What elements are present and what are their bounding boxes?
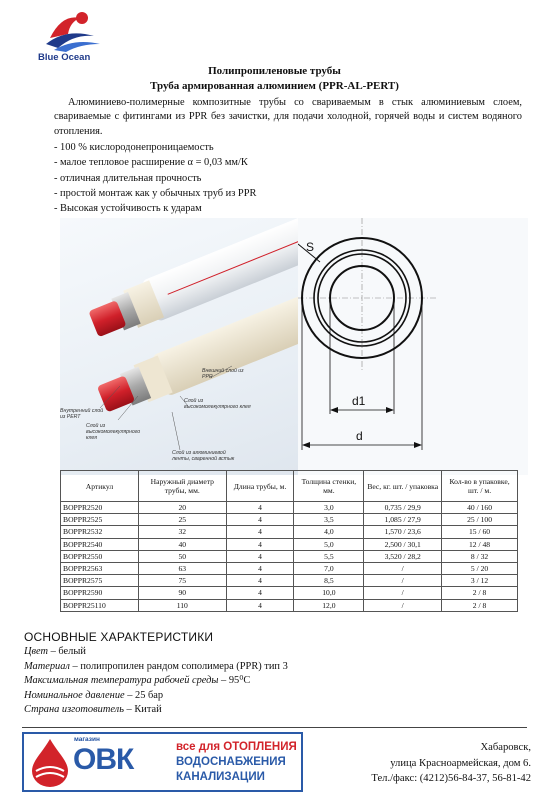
table-cell: BOPPR2540 — [61, 538, 139, 550]
characteristics-title: ОСНОВНЫЕ ХАРАКТЕРИСТИКИ — [24, 630, 214, 644]
table-cell: 1,570 / 23,6 — [364, 526, 442, 538]
brand-name: Blue Ocean — [38, 52, 91, 63]
blue-ocean-logo — [34, 8, 114, 66]
characteristic-value: – белый — [48, 646, 86, 657]
table-cell: 3 / 12 — [442, 575, 518, 587]
table-cell: BOPPR2550 — [61, 550, 139, 562]
callout-adhesive-inner: Слой из высокомолекулярного клея — [86, 423, 141, 441]
table-cell: 4 — [226, 550, 294, 562]
table-cell: 3,5 — [294, 514, 364, 526]
column-header: Наружный диаметр трубы, мм. — [138, 471, 226, 502]
table-cell: 40 — [138, 538, 226, 550]
table-cell: 20 — [138, 502, 226, 514]
feature-item: - отличная длительная прочность — [54, 172, 202, 184]
characteristic-item — [24, 703, 288, 718]
table-cell: 8,5 — [294, 575, 364, 587]
table-cell: 1,085 / 27,9 — [364, 514, 442, 526]
page-title: Полипропиленовые трубы — [208, 65, 341, 77]
table-cell: BOPPR2520 — [61, 502, 139, 514]
table-cell: 90 — [138, 587, 226, 599]
table-cell: 4 — [226, 599, 294, 611]
table-row — [61, 514, 518, 526]
table-row — [61, 587, 518, 599]
table-cell: BOPPR2590 — [61, 587, 139, 599]
table-cell: 4 — [226, 526, 294, 538]
callout-aluminium-layer: Слой из алюминиевой ленты, сваренной встык — [172, 450, 235, 462]
table-cell: 32 — [138, 526, 226, 538]
cross-section-icon — [298, 218, 528, 475]
table-cell: 2 / 8 — [442, 599, 518, 611]
table-cell: BOPPR2532 — [61, 526, 139, 538]
wave-logo-icon — [44, 8, 102, 52]
table-row — [61, 502, 518, 514]
characteristic-item — [24, 660, 288, 675]
table-cell: BOPPR2575 — [61, 575, 139, 587]
feature-item: - простой монтаж как у обычных труб из PPR — [54, 187, 257, 199]
characteristic-item — [24, 645, 288, 660]
table-cell: 75 — [138, 575, 226, 587]
table-cell: 3,0 — [294, 502, 364, 514]
divider — [22, 727, 527, 728]
table-cell: 15 / 60 — [442, 526, 518, 538]
table-cell: / — [364, 562, 442, 574]
table-cell: 0,735 / 29,9 — [364, 502, 442, 514]
column-header: Вес, кг. шт. / упаковка — [364, 471, 442, 502]
characteristic-item — [24, 689, 288, 704]
cross-section-drawing — [298, 218, 528, 475]
table-body — [61, 502, 518, 612]
table-cell: / — [364, 587, 442, 599]
table-cell: 4 — [226, 514, 294, 526]
feature-list — [54, 140, 256, 216]
table-row — [61, 538, 518, 550]
banner-tagline-water: ВОДОСНАБЖЕНИЯ — [176, 756, 286, 768]
table-cell: 2,500 / 30,1 — [364, 538, 442, 550]
table-cell: BOPPR2563 — [61, 562, 139, 574]
table-cell: 4,0 — [294, 526, 364, 538]
feature-item: - малое тепловое расширение α = 0,03 мм/К — [54, 157, 248, 169]
characteristic-value: – 95⁰С — [218, 675, 251, 687]
table-cell: 63 — [138, 562, 226, 574]
table-cell: 10,0 — [294, 587, 364, 599]
banner-tagline-heating: все для ОТОПЛЕНИЯ — [176, 741, 297, 753]
table-cell: 4 — [226, 587, 294, 599]
table-cell: 50 — [138, 550, 226, 562]
store-address — [371, 740, 531, 787]
table-row — [61, 550, 518, 562]
address-street: улица Красноармейская, дом 6. — [390, 757, 531, 769]
characteristic-value: – 25 бар — [124, 689, 164, 701]
table-cell: 3,520 / 28,2 — [364, 550, 442, 562]
table-row — [61, 562, 518, 574]
table-cell: 25 / 100 — [442, 514, 518, 526]
address-phone: Тел./факс: (4212)56-84-37, 56-81-42 — [371, 773, 531, 784]
table-cell: 25 — [138, 514, 226, 526]
characteristic-label: Максимальная температура рабочей среды — [24, 675, 219, 687]
column-header: Артикул — [61, 471, 139, 502]
table-cell: 12,0 — [294, 599, 364, 611]
characteristic-value: – полипропилен рандом сополимера (PPR) тип 3 — [69, 660, 288, 672]
characteristic-label: Страна изготовитель — [24, 704, 124, 716]
feature-item: - Высокая устойчивость к ударам — [54, 203, 202, 215]
store-small-label: магазин — [74, 736, 100, 743]
table-cell: 40 / 160 — [442, 502, 518, 514]
banner-tagline-sewer: КАНАЛИЗАЦИИ — [176, 771, 265, 783]
intro-paragraph: Алюминиево-полимерные композитные трубы со свариваемым в стык алюминиевым слоем, свариваемые с фитингами из PPR без зачистки, для подачи холодной, горячей воды и систем водяного отопления. — [54, 97, 522, 137]
table-cell: 4 — [226, 575, 294, 587]
table-cell: 5,0 — [294, 538, 364, 550]
characteristic-label: Цвет — [24, 646, 48, 657]
callout-inner-layer: Внутренний слой из PERT — [60, 408, 104, 420]
label-d: d — [356, 429, 363, 443]
table-cell: 4 — [226, 502, 294, 514]
spec-table — [60, 470, 518, 612]
column-header: Толщина стенки, мм. — [294, 471, 364, 502]
characteristic-label: Материал — [24, 660, 70, 672]
store-name: ОВК — [73, 743, 134, 776]
table-cell: 4 — [226, 538, 294, 550]
table-row — [61, 526, 518, 538]
table-cell: 4 — [226, 562, 294, 574]
table-cell: 5 / 20 — [442, 562, 518, 574]
table-header-row — [61, 471, 518, 502]
table-cell: BOPPR25110 — [61, 599, 139, 611]
table-cell: 110 — [138, 599, 226, 611]
table-row — [61, 575, 518, 587]
table-cell: 8 / 32 — [442, 550, 518, 562]
table-row — [61, 599, 518, 611]
characteristics-list — [24, 645, 288, 718]
pipe-illustration — [60, 218, 298, 475]
table-cell: / — [364, 575, 442, 587]
address-city: Хабаровск, — [480, 742, 531, 753]
label-d1: d1 — [352, 394, 366, 408]
callout-outer-layer: Внешний слой из PPR — [202, 368, 244, 380]
page-subtitle: Труба армированная алюминием (PPR-AL-PERT) — [150, 80, 399, 92]
feature-item: - 100 % кислородонепроницаемость — [54, 142, 214, 153]
table-cell: 2 / 8 — [442, 587, 518, 599]
characteristic-label: Номинальное давление — [24, 689, 125, 701]
callout-adhesive-outer: Слой из высокомолекулярного клея — [184, 398, 251, 410]
table-cell: BOPPR2525 — [61, 514, 139, 526]
characteristic-value: – Китай — [123, 704, 162, 716]
drop-logo-icon — [28, 737, 72, 787]
column-header: Длина трубы, м. — [226, 471, 294, 502]
table-cell: 5,5 — [294, 550, 364, 562]
store-banner — [22, 732, 303, 792]
table-cell: / — [364, 599, 442, 611]
column-header: Кол-во в упаковке, шт. / м. — [442, 471, 518, 502]
label-s: S — [306, 240, 315, 254]
table-cell: 12 / 48 — [442, 538, 518, 550]
characteristic-item — [24, 674, 288, 689]
table-cell: 7,0 — [294, 562, 364, 574]
